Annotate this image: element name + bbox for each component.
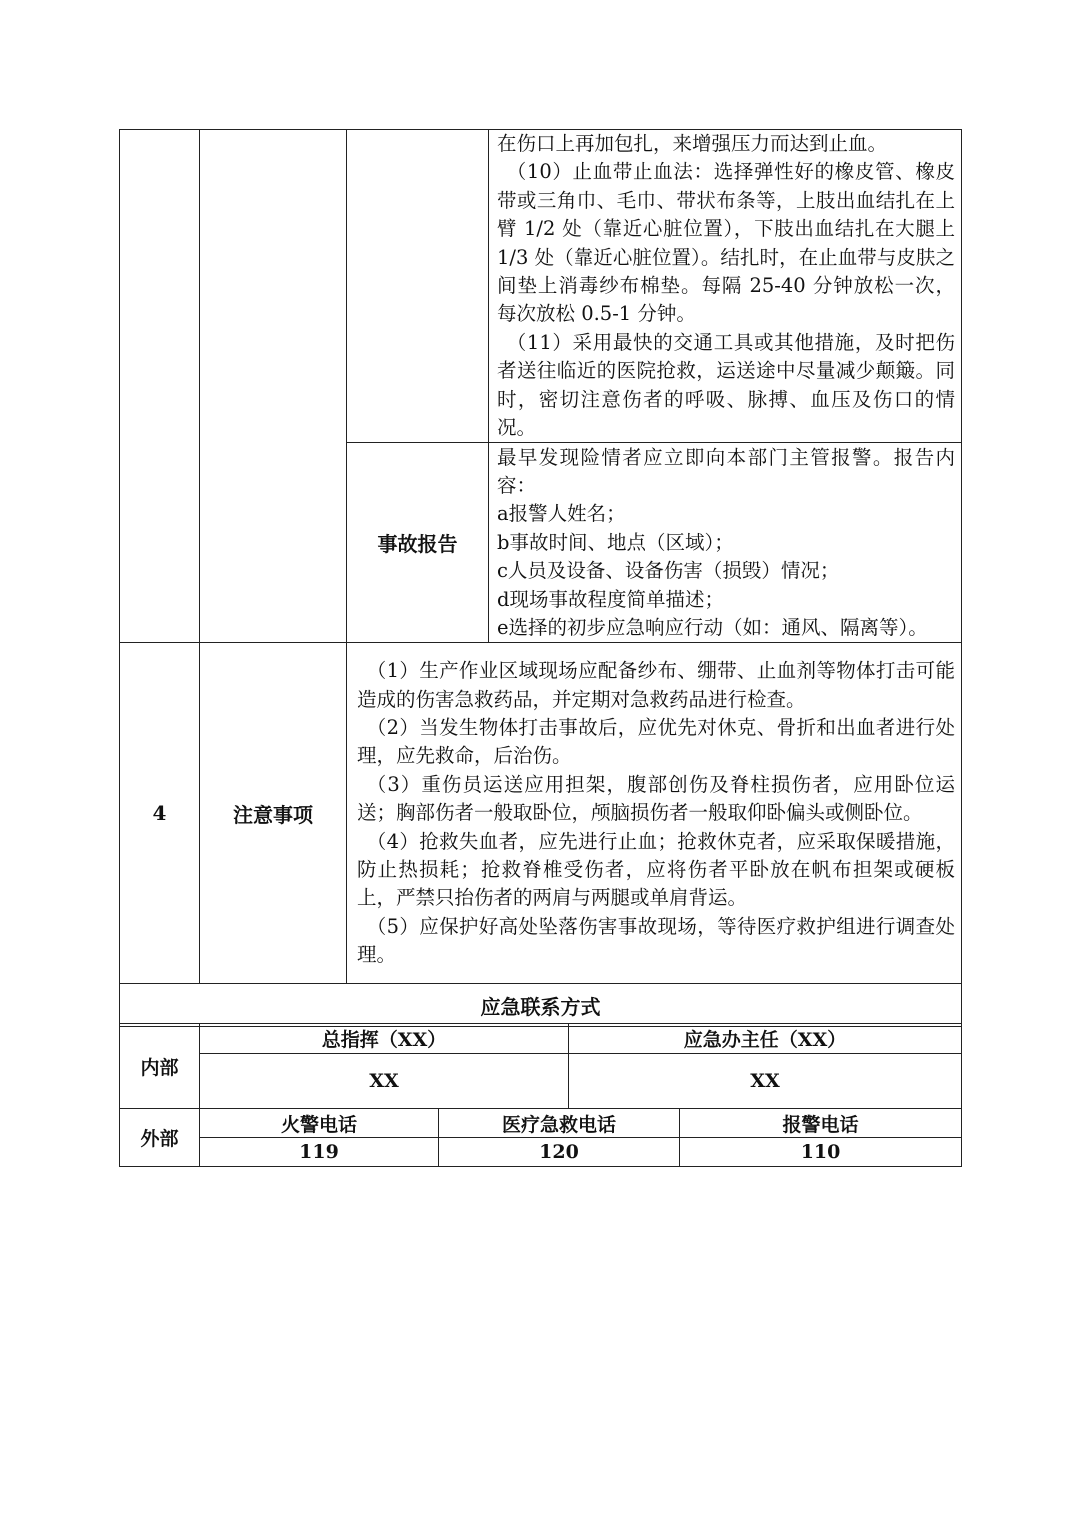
first-aid-step-11: （11）采用最快的交通工具或其他措施，及时把伤者送往临近的医院抢救，运送途中尽量减少颠簸。同时，密切注意伤者的呼吸、脉搏、血压及伤口的情况。 <box>497 330 955 440</box>
external-header-row <box>120 1109 962 1138</box>
notes-content-cell <box>347 643 962 984</box>
external-value-medical: 120 <box>439 1138 680 1167</box>
report-item-c: c人员及设备、设备伤害（损毁）情况； <box>497 559 840 583</box>
external-value-row <box>120 1138 962 1167</box>
external-header-fire: 火警电话 <box>200 1109 439 1138</box>
contacts-title: 应急联系方式 <box>120 984 962 1027</box>
accident-report-content-cell <box>489 443 962 643</box>
note-5: （5）应保护好高处坠落伤害事故现场，等待医疗救护组进行调查处理。 <box>357 914 955 967</box>
blank-category-cell <box>200 130 347 643</box>
external-value-fire: 119 <box>200 1138 439 1167</box>
report-item-b: b事故时间、地点（区域）； <box>497 530 734 554</box>
note-4: （4）抢救失血者，应先进行止血；抢救休克者，应采取保暖措施，防止热损耗；抢救脊椎受伤者，应将伤者平卧放在帆布担架或硬板上，严禁只抬伤者的两肩与两腿或单肩背运。 <box>357 829 955 910</box>
note-1: （1）生产作业区域现场应配备纱布、绷带、止血剂等物体打击可能造成的伤害急救药品，并定期对急救药品进行检查。 <box>357 659 955 711</box>
blank-subcategory-cell <box>347 130 489 443</box>
first-aid-step-9-tail: 在伤口上再加包扎，来增强压力而达到止血。 <box>497 132 888 155</box>
external-header-medical: 医疗急救电话 <box>439 1109 680 1138</box>
report-item-e: e选择的初步应急响应行动（如：通风、隔离等）。 <box>497 615 928 639</box>
contact-table <box>119 1023 962 1167</box>
report-intro: 最早发现险情者应立即向本部门主管报警。报告内容： <box>497 445 955 497</box>
external-value-police: 110 <box>680 1138 962 1167</box>
internal-label: 内部 <box>120 1024 200 1109</box>
internal-header-director: 应急办主任（XX） <box>569 1024 962 1054</box>
notes-label: 注意事项 <box>200 643 347 984</box>
internal-header-row <box>120 1024 962 1054</box>
emergency-procedure-table <box>119 129 962 1027</box>
external-label: 外部 <box>120 1109 200 1167</box>
notes-number: 4 <box>120 643 200 984</box>
report-item-a: a报警人姓名； <box>497 502 626 526</box>
first-aid-continuation-row <box>120 130 962 443</box>
note-2: （2）当发生物体打击事故后，应优先对休克、骨折和出血者进行处理，应先救命，后治伤。 <box>357 716 955 768</box>
report-item-d: d现场事故程度简单描述； <box>497 587 724 611</box>
first-aid-step-10: （10）止血带止血法：选择弹性好的橡皮管、橡皮带或三角巾、毛巾、带状布条等，上肢出血结扎在上臂 1/2 处（靠近心脏位置），下肢出血结扎在大腿上 1/3 处（靠近心脏位置）。结扎时，在止血带与皮肤之间垫上消毒纱布棉垫。每隔 25-40 分钟放松一次，每次放松 0.5-1 分钟。 <box>497 160 955 326</box>
note-3: （3）重伤员运送应用担架，腹部创伤及脊柱损伤者，应用卧位运送；胸部伤者一般取卧位，颅脑损伤者一般取仰卧偏头或侧卧位。 <box>357 772 955 825</box>
blank-number-cell <box>120 130 200 643</box>
external-header-police: 报警电话 <box>680 1109 962 1138</box>
notes-row <box>120 643 962 984</box>
internal-header-commander: 总指挥（XX） <box>200 1024 569 1054</box>
internal-value-row <box>120 1054 962 1109</box>
first-aid-steps-cell <box>489 130 962 443</box>
internal-value-commander: XX <box>200 1054 569 1109</box>
internal-value-director: XX <box>569 1054 962 1109</box>
contacts-title-row <box>120 984 962 1027</box>
accident-report-label: 事故报告 <box>347 443 489 643</box>
